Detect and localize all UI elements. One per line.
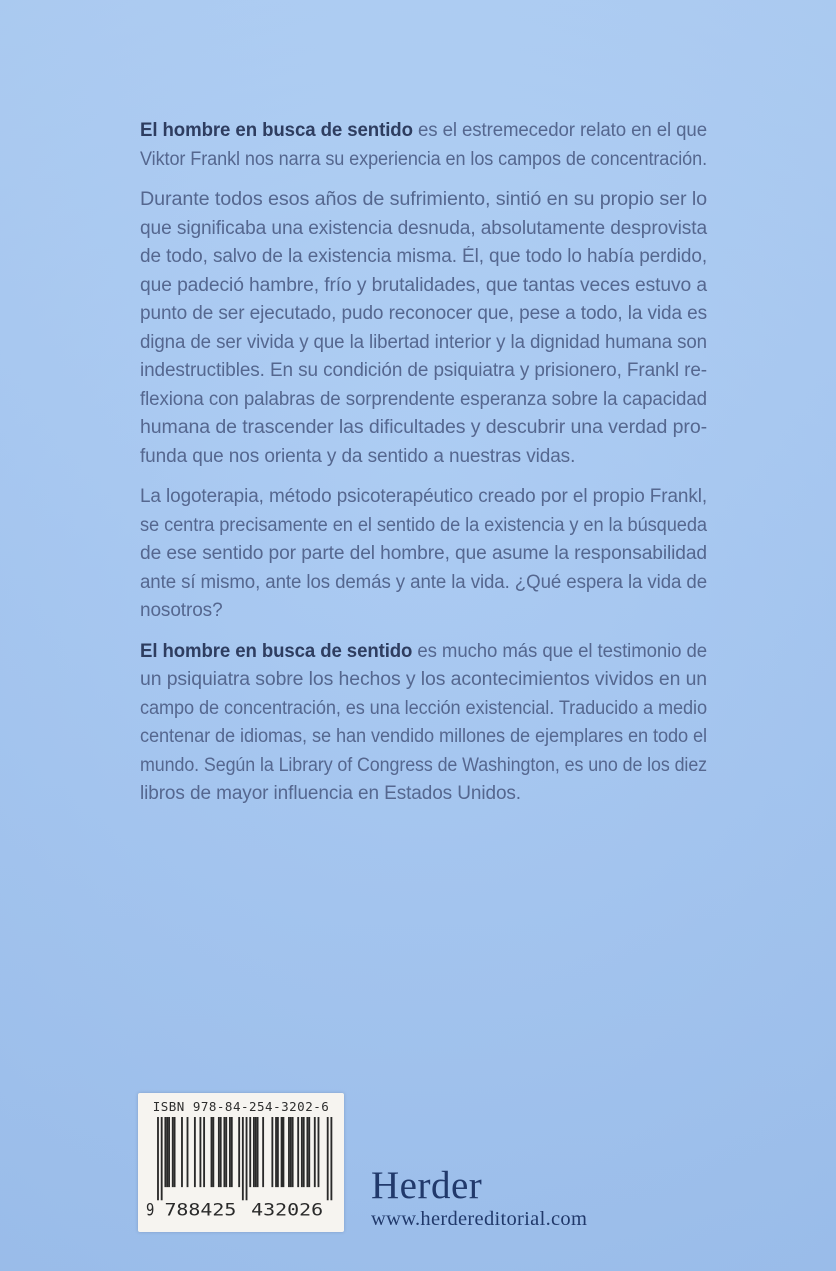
blurb-line: humana de trascender las dificultades y descubrir una verdad pro- <box>140 417 707 438</box>
blurb-paragraph <box>140 483 707 626</box>
blurb-paragraph <box>140 638 707 809</box>
blurb-line: nosotros? <box>140 600 223 621</box>
blurb-line: de todo, salvo de la existencia misma. Él, que todo lo había perdido, <box>140 246 707 267</box>
blurb-line: indestructibles. En su condición de psiquiatra y prisionero, Frankl re- <box>140 360 707 381</box>
blurb-line: mundo. Según la Library of Congress de Washington, es uno de los diez <box>140 754 707 776</box>
blurb <box>140 117 707 809</box>
blurb-line: El hombre en busca de sentido es el estremecedor relato en el que <box>140 120 707 141</box>
blurb-line: que padeció hambre, frío y brutalidades, que tantas veces estuvo a <box>140 274 707 296</box>
blurb-line: flexiona con palabras de sorprendente esperanza sobre la capacidad <box>140 388 707 410</box>
blurb-line: ante sí mismo, ante los demás y ante la vida. ¿Qué espera la vida de <box>140 571 707 593</box>
blurb-line: digna de ser vivida y que la libertad interior y la dignidad humana son <box>140 331 707 353</box>
blurb-line: campo de concentración, es una lección existencial. Traducido a medio <box>140 697 707 719</box>
blurb-line: un psiquiatra sobre los hechos y los acontecimientos vividos en un <box>140 669 707 690</box>
svg-text:9: 9 <box>146 1200 155 1220</box>
blurb-paragraph <box>140 186 707 471</box>
blurb-line: Viktor Frankl nos narra su experiencia en los campos de concentración. <box>140 148 707 170</box>
barcode-box <box>138 1093 344 1232</box>
blurb-line: de ese sentido por parte del hombre, que asume la responsabilidad <box>140 543 707 564</box>
publisher-website: www.herdereditorial.com <box>371 1208 588 1230</box>
isbn-label: ISBN 978-84-254-3202-6 <box>152 1099 330 1114</box>
blurb-line: se centra precisamente en el sentido de la existencia y en la búsqueda <box>140 514 707 536</box>
svg-text:432026: 432026 <box>251 1200 324 1220</box>
blurb-line: La logoterapia, método psicoterapéutico creado por el propio Frankl, <box>140 486 707 507</box>
book-title-bold: El hombre en busca de sentido <box>140 120 413 141</box>
publisher-name: Herder <box>371 1164 483 1207</box>
publisher-logo <box>371 1166 587 1230</box>
book-title-bold: El hombre en busca de sentido <box>140 640 413 662</box>
blurb-line: libros de mayor influencia en Estados Unidos. <box>140 783 521 804</box>
blurb-line: funda que nos orienta y da sentido a nuestras vidas. <box>140 445 576 467</box>
blurb-line: centenar de idiomas, se han vendido millones de ejemplares en todo el <box>140 726 707 747</box>
blurb-paragraph <box>140 117 707 174</box>
blurb-line: punto de ser ejecutado, pudo reconocer que, pese a todo, la vida es <box>140 303 707 324</box>
svg-text:788425: 788425 <box>164 1200 237 1220</box>
ean-barcode-icon <box>146 1117 336 1220</box>
blurb-line: El hombre en busca de sentido es mucho más que el testimonio de <box>140 640 707 662</box>
blurb-line: que significaba una existencia desnuda, absolutamente desprovista <box>140 217 707 239</box>
blurb-line: Durante todos esos años de sufrimiento, sintió en su propio ser lo <box>140 189 707 210</box>
